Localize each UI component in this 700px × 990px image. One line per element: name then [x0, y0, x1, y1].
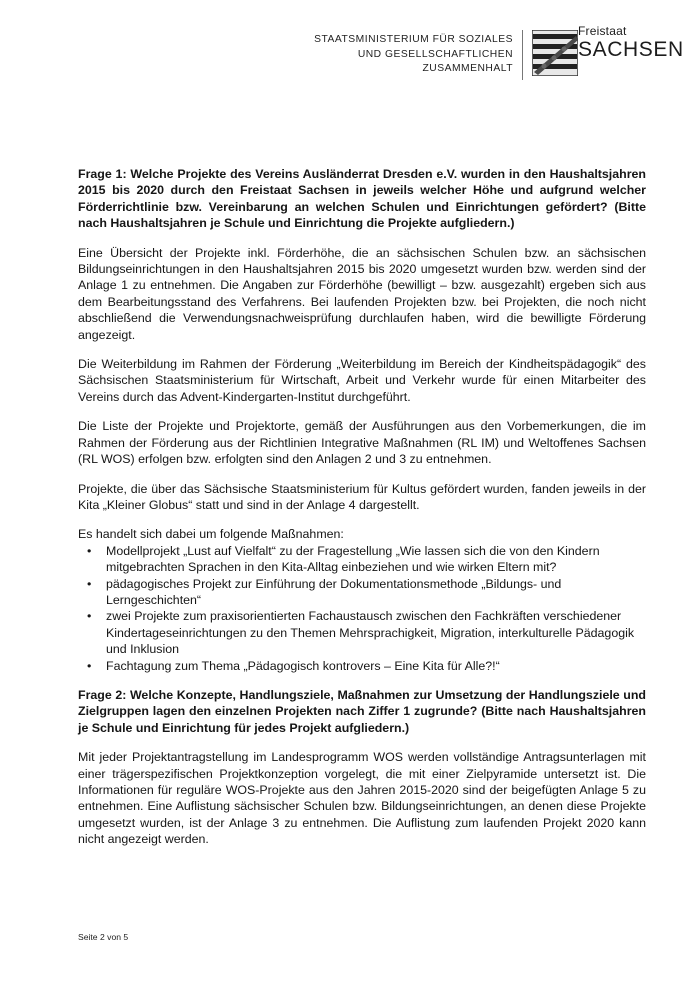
question-1: Frage 1: Welche Projekte des Vereins Ausländerrat Dresden e.V. wurden in den Haushaltsjahren 2015 bis 2020 durch den Freistaat Sachsen in jeweils welcher Höhe und aufgrund welcher Förderrichtlinie bzw. Vereinbarung an welchen Schulen und Einrichtungen gefördert? (Bitte nach Haushaltsjahren je Schule und Einrichtung die Projekte aufgliedern.) — [78, 167, 646, 231]
ministry-line: ZUSAMMENHALT — [422, 63, 513, 74]
ministry-line: UND GESELLSCHAFTLICHEN — [357, 48, 513, 60]
logo-sachsen-text: SACHSEN — [578, 38, 684, 61]
question-2: Frage 2: Welche Konzepte, Handlungsziele, Maßnahmen zur Umsetzung der Handlungsziele und Zielgruppen lagen den einzelnen Projekten nach Ziffer 1 zugrunde? (Bitte nach Haushaltsjahren je Schule und Einrichtung für jedes Projekt aufgliedern.) — [78, 687, 646, 735]
ministry-name — [253, 33, 513, 77]
answer-paragraph: Mit jeder Projektantragstellung im Landesprogramm WOS werden vollständige Antragsunterlagen mit einer trägerspezifischen Projektkonzeption vorgelegt, die mit einer Zielpyramide untersetzt ist. Die Informationen für reguläre WOS-Projekte aus den Jahren 2015-2020 sind der beigefügten Anlage 5 zu entnehmen. Eine Auflistung sächsischer Schulen bzw. Bildungseinrichtungen, an denen diese Projekte umgesetzt wurden, ist der Anlage 3 zu entnehmen. Die Auflistung zum laufenden Projekt 2020 kann nicht angezeigt werden. — [78, 750, 646, 847]
answer-paragraph: Eine Übersicht der Projekte inkl. Förderhöhe, die an sächsischen Schulen bzw. an sächsischen Bildungseinrichtungen in den Haushaltsjahren 2015 bis 2020 umgesetzt wurden bzw. werden sind der Anlage 1 zu entnehmen. Die Angaben zur Förderhöhe (bewilligt – bzw. ausgezahlt) ergeben sich aus dem Bearbeitungsstand des Verfahrens. Bei laufenden Projekten bzw. bei Projekten, die noch nicht abschließend die Verwendungsnachweisprüfung durchlaufen haben, wird die bewilligte Förderung angezeigt. — [78, 245, 646, 342]
freistaat-sachsen-logo — [578, 24, 684, 62]
logo-freistaat-text: Freistaat — [578, 24, 627, 38]
list-item: • Fachtagung zum Thema „Pädagogisch kontrovers – Eine Kita für Alle?!“ — [78, 658, 646, 674]
list-intro: Es handelt sich dabei um folgende Maßnahmen: — [78, 527, 344, 542]
list-item: • Modellprojekt „Lust auf Vielfalt“ zu der Fragestellung „Wie lassen sich die von den Kindern mitgebrachten Sprachen in den Kita-Alltag einbeziehen und wie wirken Eltern mit? — [78, 543, 646, 576]
list-item: • pädagogisches Projekt zur Einführung der Dokumentationsmethode „Bildungs- und Lerngeschichten“ — [78, 576, 646, 609]
measures-list — [78, 543, 646, 674]
answer-paragraph: Die Weiterbildung im Rahmen der Förderung „Weiterbildung im Bereich der Kindheitspädagogik“ des Sächsischen Staatsministerium für Wirtschaft, Arbeit und Verkehr wurde für einen Mitarbeiter des Vereins durch das Advent-Kindergarten-Institut durchgeführt. — [78, 357, 646, 404]
list-item: • zwei Projekte zum praxisorientierten Fachaustausch zwischen den Fachkräften verschiedener Kindertageseinrichtungen zu den Themen Mehrsprachigkeit, Migration, interkulturelle Pädagogik und Inklusion — [78, 608, 646, 657]
ministry-line: STAATSMINISTERIUM FÜR SOZIALES — [314, 34, 513, 45]
answer-paragraph: Die Liste der Projekte und Projektorte, gemäß der Ausführungen aus den Vorbemerkungen, die im Rahmen der Förderung aus der Richtlinien Integrative Maßnahmen (RL IM) und Weltoffenes Sachsen (RL WOS) erfolgen bzw. erfolgten sind den Anlagen 2 und 3 zu entnehmen. — [78, 419, 646, 467]
saxony-coat-of-arms-icon — [532, 30, 578, 76]
document-body — [78, 166, 646, 861]
answer-paragraph: Projekte, die über das Sächsische Staatsministerium für Kultus gefördert wurden, fanden jeweils in der Kita „Kleiner Globus“ statt und sind in der Anlage 4 dargestellt. — [78, 481, 646, 512]
page-number: Seite 2 von 5 — [78, 932, 129, 942]
header-divider — [522, 30, 523, 80]
